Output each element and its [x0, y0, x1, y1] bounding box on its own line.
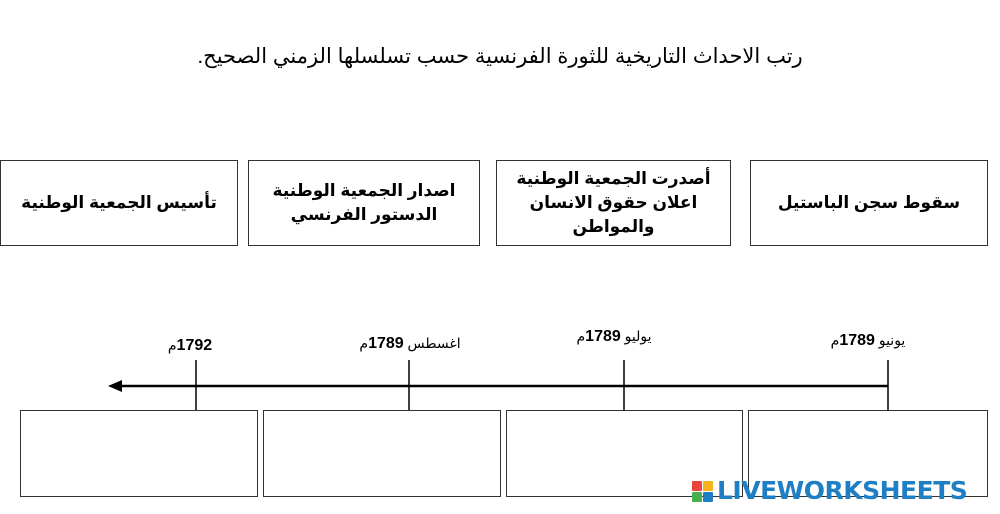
- liveworksheets-logo-icon: [692, 481, 713, 502]
- date-year: 1792: [176, 337, 213, 354]
- date-label-august-1789: [359, 335, 460, 353]
- date-year: 1789: [839, 332, 875, 349]
- date-suffix: م: [576, 328, 586, 344]
- date-suffix: م: [830, 332, 840, 348]
- date-label-july-1789: [576, 328, 651, 346]
- worksheet-instruction: رتب الاحداث التاريخية للثورة الفرنسية حسب تسلسلها الزمني الصحيح.: [197, 45, 803, 68]
- event-card-bastille[interactable]: سقوط سجن الباستيل: [750, 160, 988, 246]
- date-label-june-1789: [831, 332, 906, 350]
- answer-drop-box-3[interactable]: [263, 410, 501, 497]
- date-label-1792: [168, 337, 212, 355]
- date-year: 1789: [585, 328, 621, 345]
- liveworksheets-watermark: [692, 476, 967, 506]
- event-card-national-assembly[interactable]: تأسيس الجمعية الوطنية: [0, 160, 238, 246]
- event-card-rights-declaration[interactable]: أصدرت الجمعية الوطنية اعلان حقوق الانسان والمواطن: [496, 160, 731, 246]
- date-suffix: م: [167, 337, 177, 353]
- brand-text: LIVEWORKSHEETS: [717, 476, 968, 505]
- event-card-constitution[interactable]: اصدار الجمعية الوطنية الدستور الفرنسي: [248, 160, 480, 246]
- answer-drop-box-4[interactable]: [20, 410, 258, 497]
- date-month: اغسطس: [407, 335, 461, 351]
- timeline-arrow-head: [108, 380, 122, 392]
- date-suffix: م: [359, 335, 369, 351]
- date-month: يونيو: [878, 332, 906, 348]
- date-year: 1789: [368, 335, 404, 352]
- date-month: يوليو: [624, 328, 652, 344]
